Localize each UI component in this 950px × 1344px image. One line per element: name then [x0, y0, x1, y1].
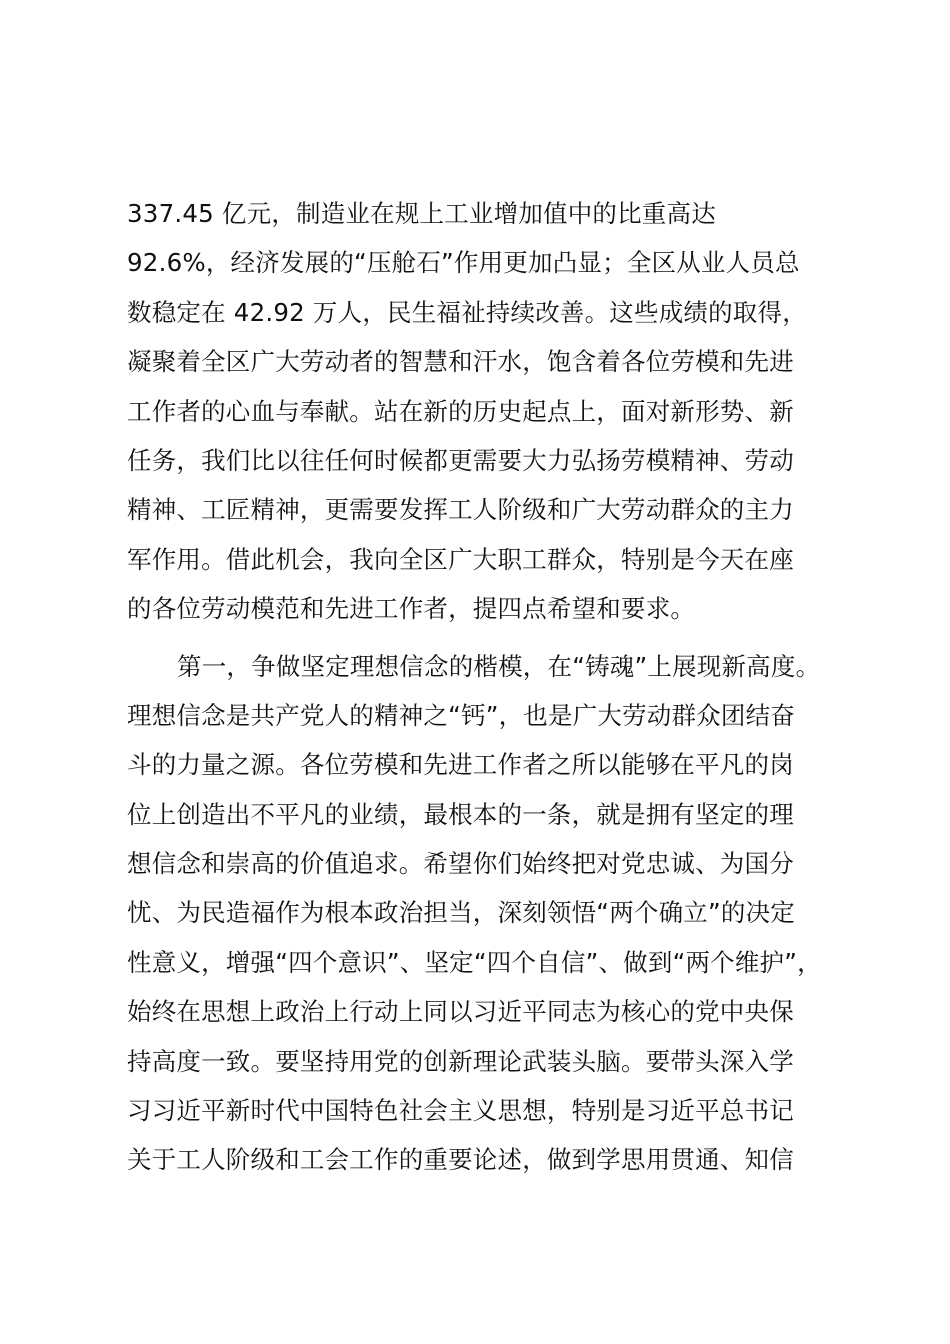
text-line: 任务，我们比以往任何时候都更需要大力弘扬劳模精神、劳动 — [127, 445, 794, 475]
text-line: 92.6%，经济发展的“压舱石”作用更加凸显；全区从业人员总 — [127, 248, 800, 278]
text-line: 337.45 亿元，制造业在规上工业增加值中的比重高达 — [127, 199, 716, 228]
text-line: 凝聚着全区广大劳动者的智慧和汗水，饱含着各位劳模和先进 — [127, 347, 794, 377]
text-line: 工作者的心血与奉献。站在新的历史起点上，面对新形势、新 — [127, 396, 794, 426]
text-line: 位上创造出不平凡的业绩，最根本的一条，就是拥有坚定的理 — [127, 799, 794, 829]
paragraph-heading-line: 第一，争做坚定理想信念的楷模，在“铸魂”上展现新高度。 — [177, 651, 821, 681]
text-line: 数稳定在 42.92 万人，民生福祉持续改善。这些成绩的取得， — [127, 297, 807, 327]
text-line: 始终在思想上政治上行动上同以习近平同志为核心的党中央保 — [127, 997, 794, 1027]
text-line: 性意义，增强“四个意识”、坚定“四个自信”、做到“两个维护”， — [127, 947, 822, 977]
text-line: 想信念和崇高的价值追求。希望你们始终把对党忠诚、为国分 — [127, 849, 794, 879]
text-line: 斗的力量之源。各位劳模和先进工作者之所以能够在平凡的岗 — [127, 750, 794, 780]
text-line: 习习近平新时代中国特色社会主义思想，特别是习近平总书记 — [127, 1096, 794, 1126]
text-line: 军作用。借此机会，我向全区广大职工群众，特别是今天在座 — [127, 544, 794, 574]
text-line: 关于工人阶级和工会工作的重要论述，做到学思用贯通、知信 — [127, 1145, 794, 1175]
body-text — [127, 189, 827, 1185]
text-line: 持高度一致。要坚持用党的创新理论武装头脑。要带头深入学 — [127, 1046, 794, 1076]
text-line: 精神、工匠精神，更需要发挥工人阶级和广大劳动群众的主力 — [127, 495, 794, 525]
text-line: 的各位劳动模范和先进工作者，提四点希望和要求。 — [127, 594, 696, 624]
text-line: 理想信念是共产党人的精神之“钙”，也是广大劳动群众团结奋 — [127, 700, 795, 730]
text-line: 忧、为民造福作为根本政治担当，深刻领悟“两个确立”的决定 — [127, 898, 795, 928]
